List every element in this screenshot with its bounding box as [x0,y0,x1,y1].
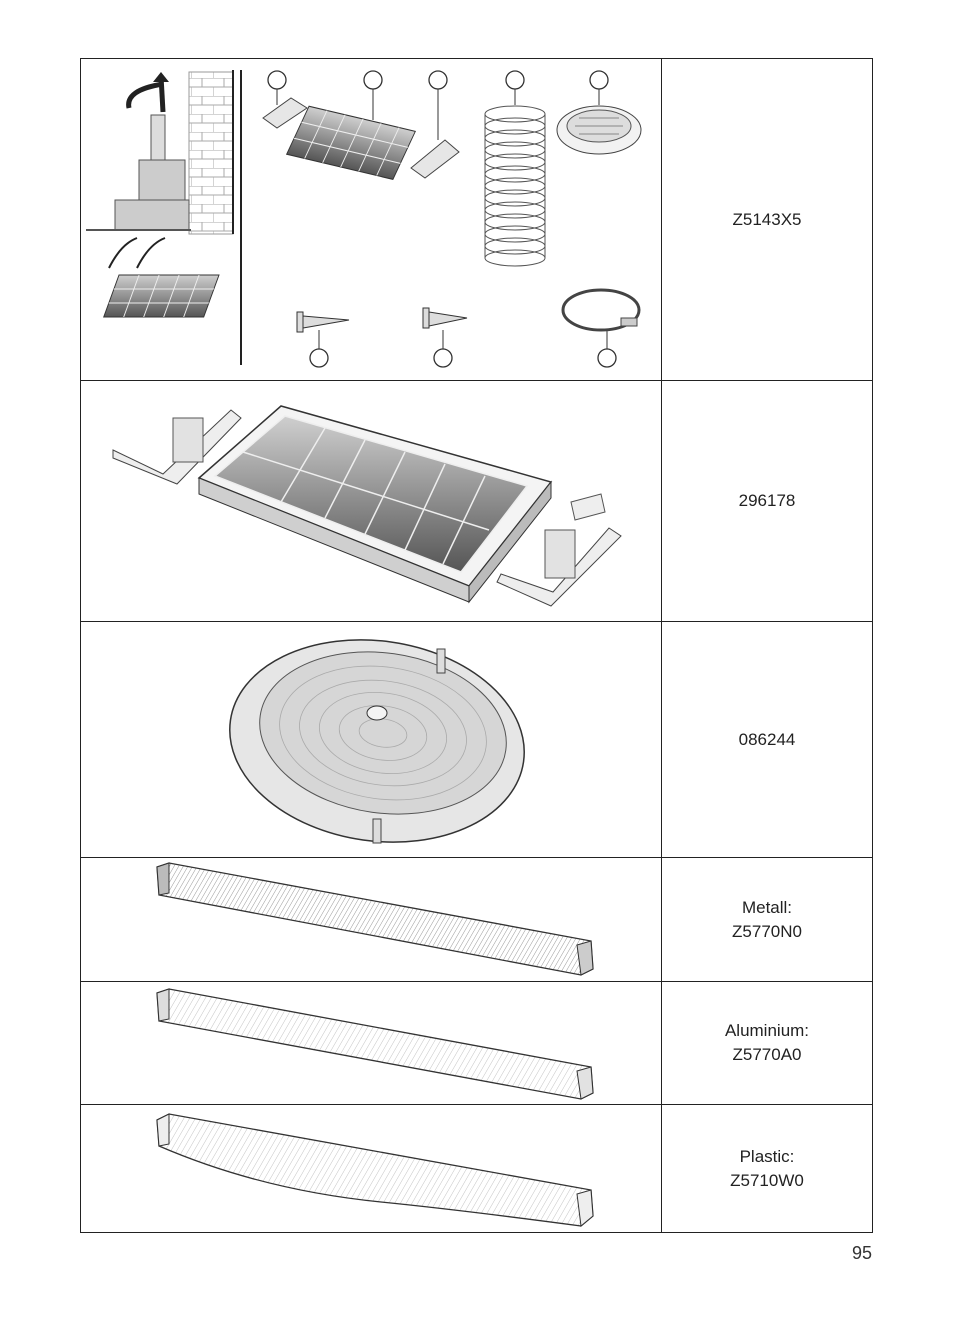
part-number: Z5770N0 [732,921,802,941]
material-label: Plastic: [739,1146,795,1166]
table-row [81,982,873,1105]
part-number-cell [662,858,873,982]
part-number: Z5143X5 [732,209,802,229]
material-label: Metall: [741,897,793,917]
table-row [81,381,873,622]
part-number: Z5770A0 [732,1045,802,1064]
picture-cell [81,858,662,982]
aluminium-trim-strip-illustration [81,983,661,1104]
material-label: Aluminium: [724,1021,810,1040]
accessories-table [80,58,873,1233]
picture-cell [81,59,662,381]
table-row [81,59,873,381]
page-number: 95 [851,1243,872,1263]
picture-cell [81,982,662,1105]
picture-cell [81,1105,662,1233]
table-row [81,858,873,982]
part-number-cell [662,59,873,381]
carbon-filter-illustration [81,382,661,621]
plastic-trim-strip-illustration [81,1106,661,1232]
picture-cell [81,622,662,858]
metal-trim-strip-illustration [81,859,661,981]
part-number-cell [662,381,873,622]
recirculation-kit-illustration [81,60,661,380]
part-number-cell [662,1105,873,1233]
oval-filter-disc-illustration [81,623,661,857]
table-row [81,1105,873,1233]
table-row [81,622,873,858]
picture-cell [81,381,662,622]
part-number-cell [662,982,873,1105]
part-number: Z5710W0 [730,1170,804,1190]
part-number: 086244 [738,729,796,749]
part-number: 296178 [738,491,796,510]
part-number-cell [662,622,873,858]
